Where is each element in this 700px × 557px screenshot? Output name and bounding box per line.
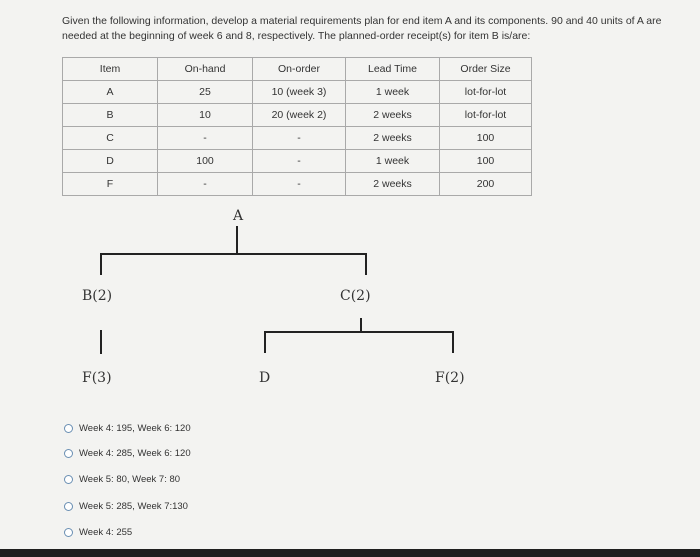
cell: 10 (week 3) (253, 81, 346, 104)
answer-option-label: Week 4: 285, Week 6: 120 (79, 448, 191, 459)
cell: 100 (440, 127, 532, 150)
radio-button[interactable] (64, 424, 73, 433)
header-item: Item (63, 58, 158, 81)
tree-connector (100, 253, 102, 275)
cell: - (158, 173, 253, 196)
cell: 1 week (346, 81, 440, 104)
answer-option-label: Week 4: 255 (79, 527, 133, 538)
screen-bottom-edge (0, 549, 700, 557)
cell: 25 (158, 81, 253, 104)
table-row (63, 104, 532, 127)
cell: 2 weeks (346, 104, 440, 127)
answer-option-label: Week 5: 80, Week 7: 80 (79, 474, 181, 485)
header-order-size: Order Size (440, 58, 532, 81)
cell: lot-for-lot (440, 81, 532, 104)
cell: 100 (440, 150, 532, 173)
tree-node-a: A (233, 208, 244, 224)
cell: 20 (week 2) (253, 104, 346, 127)
cell: C (63, 127, 158, 150)
answer-option-5[interactable] (64, 527, 132, 538)
cell: - (253, 150, 346, 173)
table-row (63, 150, 532, 173)
table-header-row (63, 58, 532, 81)
cell: lot-for-lot (440, 104, 532, 127)
radio-button[interactable] (64, 528, 73, 537)
tree-connector (236, 226, 238, 254)
tree-connector (100, 330, 102, 354)
tree-connector (264, 331, 266, 353)
radio-button[interactable] (64, 502, 73, 511)
cell: 100 (158, 150, 253, 173)
question-text: Given the following information, develop a material requirements plan for end item A and its components. 90 and 40 units of A are needed at the beginning of week 6 and 8, respectively. The planned-order receipt(s) for item B is/are: (62, 15, 662, 42)
radio-button[interactable] (64, 475, 73, 484)
answer-option-4[interactable] (64, 501, 188, 512)
cell: - (253, 127, 346, 150)
tree-node-b: B(2) (82, 288, 113, 304)
cell: - (253, 173, 346, 196)
tree-connector (264, 331, 454, 333)
cell: 200 (440, 173, 532, 196)
header-on-order: On-order (253, 58, 346, 81)
mrp-table (62, 57, 532, 196)
table-row (63, 173, 532, 196)
tree-node-f-under-c: F(2) (435, 370, 465, 386)
answer-option-3[interactable] (64, 474, 180, 485)
answer-option-label: Week 5: 285, Week 7:130 (79, 501, 188, 512)
header-lead-time: Lead Time (346, 58, 440, 81)
tree-connector (360, 318, 362, 332)
answer-option-2[interactable] (64, 448, 191, 459)
answer-option-1[interactable] (64, 423, 191, 434)
tree-node-c: C(2) (340, 288, 371, 304)
cell: 1 week (346, 150, 440, 173)
table-row (63, 127, 532, 150)
cell: B (63, 104, 158, 127)
cell: A (63, 81, 158, 104)
cell: 2 weeks (346, 173, 440, 196)
header-on-hand: On-hand (158, 58, 253, 81)
tree-connector (365, 253, 367, 275)
cell: 2 weeks (346, 127, 440, 150)
cell: 10 (158, 104, 253, 127)
cell: - (158, 127, 253, 150)
tree-connector (100, 253, 367, 255)
tree-node-f-under-b: F(3) (82, 370, 112, 386)
answer-option-label: Week 4: 195, Week 6: 120 (79, 423, 191, 434)
table-row (63, 81, 532, 104)
cell: D (63, 150, 158, 173)
radio-button[interactable] (64, 449, 73, 458)
tree-node-d: D (259, 370, 271, 386)
cell: F (63, 173, 158, 196)
tree-connector (452, 331, 454, 353)
